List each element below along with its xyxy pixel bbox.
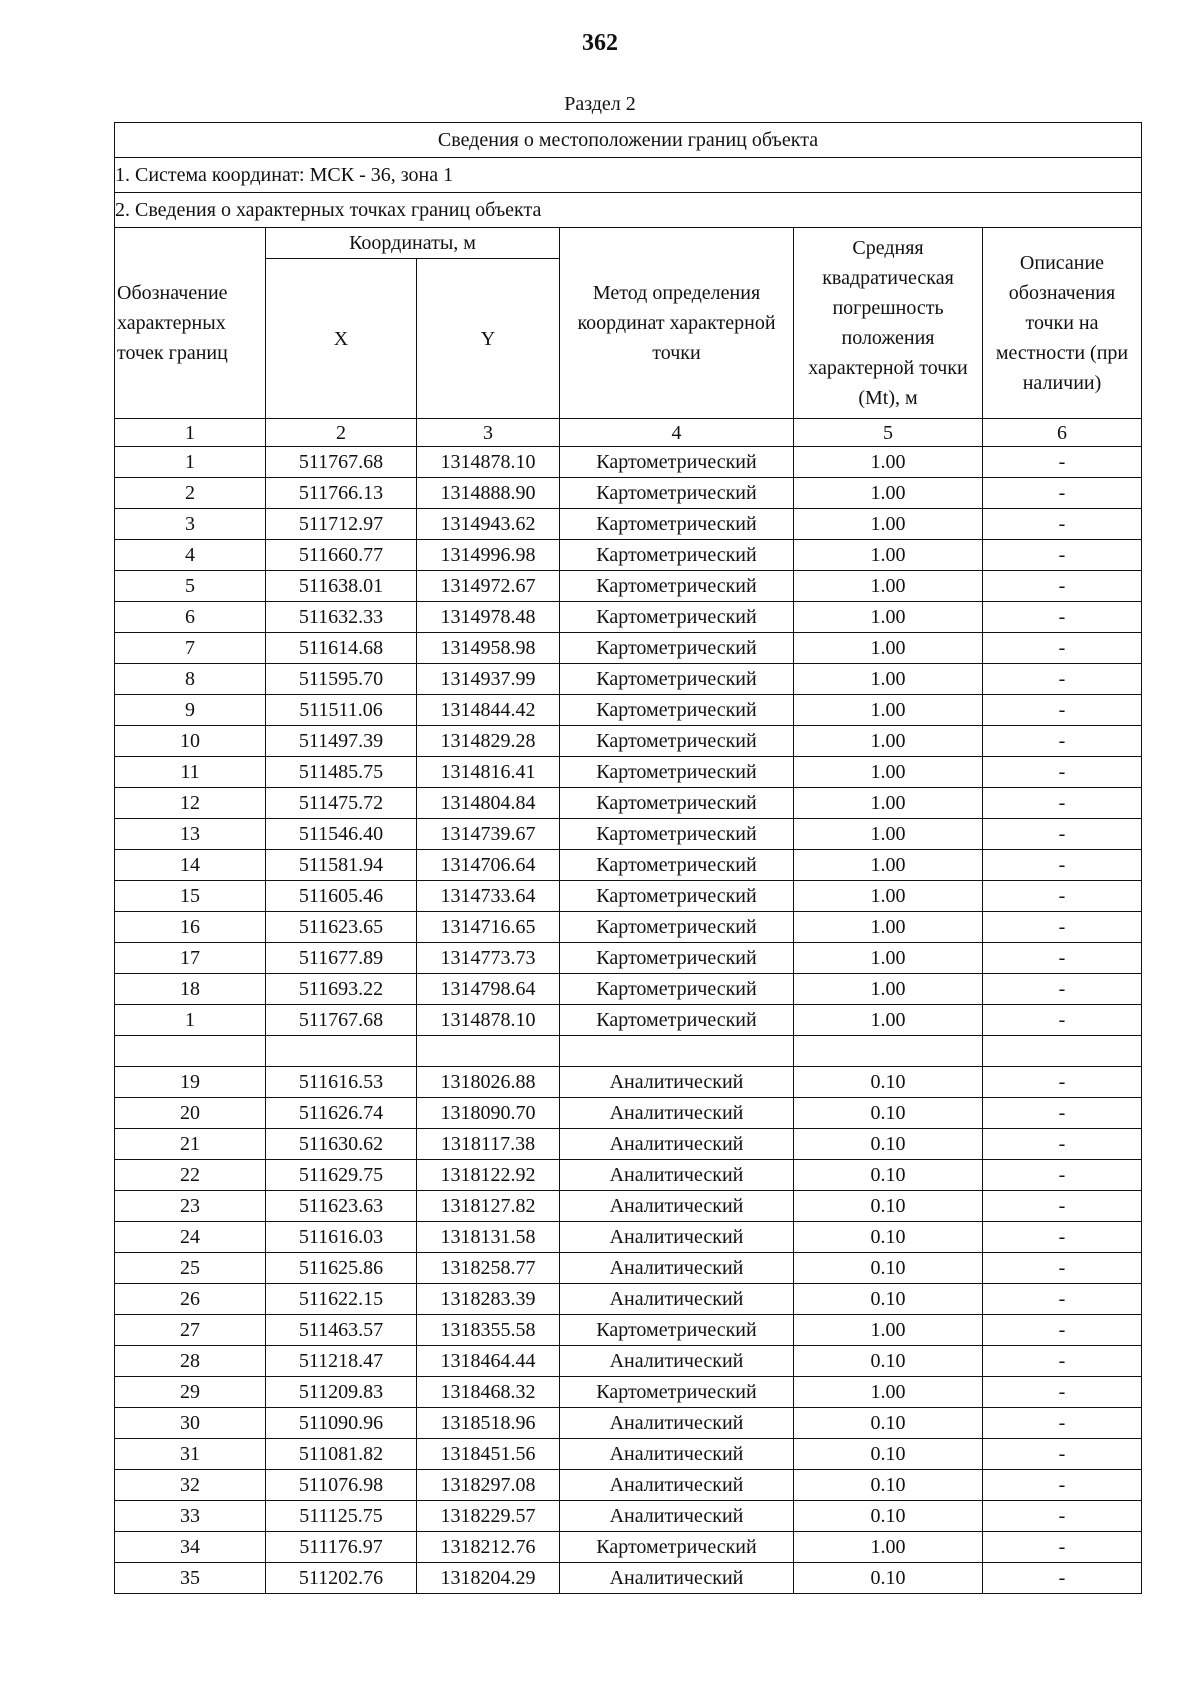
cell-error: 1.00 — [794, 757, 983, 788]
cell-description: - — [983, 1377, 1142, 1408]
cell-method: Картометрический — [560, 1532, 794, 1563]
cell-x: 511546.40 — [266, 819, 417, 850]
cell-error: 1.00 — [794, 695, 983, 726]
cell-x: 511081.82 — [266, 1439, 417, 1470]
cell-point: 7 — [115, 633, 266, 664]
cell-x: 511581.94 — [266, 850, 417, 881]
cell-error: 0.10 — [794, 1129, 983, 1160]
cell-description: - — [983, 540, 1142, 571]
table-row — [115, 1191, 1142, 1222]
column-number: 2 — [266, 419, 417, 447]
table-title-row — [115, 123, 1142, 158]
cell-method: Картометрический — [560, 912, 794, 943]
cell-error: 0.10 — [794, 1067, 983, 1098]
cell-description: - — [983, 1160, 1142, 1191]
column-number: 5 — [794, 419, 983, 447]
table-body — [115, 123, 1142, 1594]
cell-description: - — [983, 571, 1142, 602]
table-row — [115, 478, 1142, 509]
header-row-1 — [115, 228, 1142, 259]
table-row — [115, 571, 1142, 602]
cell-error: 0.10 — [794, 1563, 983, 1594]
header-point: Обозначение характерных точек границ — [115, 228, 266, 419]
cell-point: 22 — [115, 1160, 266, 1191]
cell-method: Картометрический — [560, 1315, 794, 1346]
cell-method: Картометрический — [560, 850, 794, 881]
cell-point: 23 — [115, 1191, 266, 1222]
cell-error: 1.00 — [794, 540, 983, 571]
cell-point: 25 — [115, 1253, 266, 1284]
cell-description: - — [983, 850, 1142, 881]
cell-description: - — [983, 912, 1142, 943]
cell-point: 1 — [115, 447, 266, 478]
cell-y: 1318283.39 — [417, 1284, 560, 1315]
column-number-row — [115, 419, 1142, 447]
cell-x: 511629.75 — [266, 1160, 417, 1191]
cell-x: 511090.96 — [266, 1408, 417, 1439]
coord-system-row — [115, 158, 1142, 193]
table-row — [115, 1408, 1142, 1439]
cell-method: Картометрический — [560, 571, 794, 602]
cell-point: 33 — [115, 1501, 266, 1532]
cell-method: Картометрический — [560, 757, 794, 788]
cell-point: 1 — [115, 1005, 266, 1036]
table-row — [115, 1377, 1142, 1408]
section-title: Раздел 2 — [564, 93, 636, 115]
column-number: 6 — [983, 419, 1142, 447]
header-y: Y — [417, 259, 560, 419]
cell-x: 511218.47 — [266, 1346, 417, 1377]
cell-y: 1314878.10 — [417, 447, 560, 478]
header-coords-group: Координаты, м — [266, 228, 560, 259]
cell-x: 511623.65 — [266, 912, 417, 943]
cell-point: 20 — [115, 1098, 266, 1129]
cell-method: Картометрический — [560, 447, 794, 478]
cell-error: 1.00 — [794, 850, 983, 881]
cell-method: Картометрический — [560, 819, 794, 850]
cell-x: 511463.57 — [266, 1315, 417, 1346]
cell-y: 1318204.29 — [417, 1563, 560, 1594]
cell-y: 1314878.10 — [417, 1005, 560, 1036]
cell-y: 1318468.32 — [417, 1377, 560, 1408]
cell-y: 1314937.99 — [417, 664, 560, 695]
cell-point: 19 — [115, 1067, 266, 1098]
cell-y: 1314816.41 — [417, 757, 560, 788]
table-row — [115, 1439, 1142, 1470]
cell-point: 17 — [115, 943, 266, 974]
cell-error: 0.10 — [794, 1253, 983, 1284]
empty-cell — [560, 1036, 794, 1067]
cell-error: 1.00 — [794, 1005, 983, 1036]
cell-x: 511497.39 — [266, 726, 417, 757]
cell-point: 13 — [115, 819, 266, 850]
column-number: 3 — [417, 419, 560, 447]
cell-error: 1.00 — [794, 1315, 983, 1346]
table-row — [115, 1346, 1142, 1377]
cell-point: 2 — [115, 478, 266, 509]
table-title: Сведения о местоположении границ объекта — [115, 123, 1142, 158]
empty-cell — [266, 1036, 417, 1067]
cell-y: 1318127.82 — [417, 1191, 560, 1222]
cell-y: 1318131.58 — [417, 1222, 560, 1253]
cell-method: Аналитический — [560, 1191, 794, 1222]
cell-point: 18 — [115, 974, 266, 1005]
table-row — [115, 1501, 1142, 1532]
cell-point: 4 — [115, 540, 266, 571]
table-row — [115, 664, 1142, 695]
cell-point: 30 — [115, 1408, 266, 1439]
column-number: 4 — [560, 419, 794, 447]
cell-error: 0.10 — [794, 1408, 983, 1439]
table-row — [115, 788, 1142, 819]
cell-method: Картометрический — [560, 478, 794, 509]
points-header: 2. Сведения о характерных точках границ объекта — [115, 193, 1142, 228]
cell-x: 511614.68 — [266, 633, 417, 664]
cell-error: 1.00 — [794, 788, 983, 819]
cell-y: 1314804.84 — [417, 788, 560, 819]
cell-point: 21 — [115, 1129, 266, 1160]
cell-description: - — [983, 1191, 1142, 1222]
cell-error: 0.10 — [794, 1470, 983, 1501]
cell-point: 35 — [115, 1563, 266, 1594]
cell-x: 511616.53 — [266, 1067, 417, 1098]
header-method: Метод определения координат характерной точки — [560, 228, 794, 419]
cell-description: - — [983, 1408, 1142, 1439]
cell-point: 6 — [115, 602, 266, 633]
table-row — [115, 602, 1142, 633]
cell-error: 1.00 — [794, 633, 983, 664]
table-row — [115, 757, 1142, 788]
empty-cell — [417, 1036, 560, 1067]
cell-error: 0.10 — [794, 1346, 983, 1377]
cell-description: - — [983, 1067, 1142, 1098]
cell-error: 1.00 — [794, 974, 983, 1005]
cell-x: 511605.46 — [266, 881, 417, 912]
cell-x: 511638.01 — [266, 571, 417, 602]
cell-method: Картометрический — [560, 664, 794, 695]
cell-description: - — [983, 757, 1142, 788]
cell-x: 511632.33 — [266, 602, 417, 633]
cell-description: - — [983, 602, 1142, 633]
cell-y: 1314706.64 — [417, 850, 560, 881]
cell-error: 1.00 — [794, 726, 983, 757]
table-row — [115, 540, 1142, 571]
cell-x: 511677.89 — [266, 943, 417, 974]
cell-description: - — [983, 695, 1142, 726]
cell-point: 14 — [115, 850, 266, 881]
boundary-points-table — [114, 122, 1142, 1594]
cell-y: 1314958.98 — [417, 633, 560, 664]
cell-description: - — [983, 633, 1142, 664]
cell-x: 511660.77 — [266, 540, 417, 571]
cell-method: Аналитический — [560, 1470, 794, 1501]
cell-x: 511076.98 — [266, 1470, 417, 1501]
table-row — [115, 633, 1142, 664]
cell-error: 0.10 — [794, 1222, 983, 1253]
cell-y: 1318026.88 — [417, 1067, 560, 1098]
cell-point: 9 — [115, 695, 266, 726]
cell-description: - — [983, 1253, 1142, 1284]
header-error: Средняя квадратическая погрешность положения характерной точки (Mt), м — [794, 228, 983, 419]
cell-x: 511176.97 — [266, 1532, 417, 1563]
table-row — [115, 1470, 1142, 1501]
cell-error: 1.00 — [794, 478, 983, 509]
cell-description: - — [983, 664, 1142, 695]
cell-y: 1314888.90 — [417, 478, 560, 509]
cell-description: - — [983, 819, 1142, 850]
cell-y: 1314733.64 — [417, 881, 560, 912]
cell-description: - — [983, 1501, 1142, 1532]
cell-y: 1314739.67 — [417, 819, 560, 850]
cell-method: Картометрический — [560, 695, 794, 726]
table-row — [115, 1532, 1142, 1563]
cell-point: 29 — [115, 1377, 266, 1408]
cell-point: 10 — [115, 726, 266, 757]
table-row — [115, 726, 1142, 757]
cell-y: 1314972.67 — [417, 571, 560, 602]
cell-y: 1314844.42 — [417, 695, 560, 726]
cell-description: - — [983, 1315, 1142, 1346]
cell-description: - — [983, 943, 1142, 974]
table-row — [115, 912, 1142, 943]
cell-point: 16 — [115, 912, 266, 943]
cell-method: Аналитический — [560, 1284, 794, 1315]
cell-method: Аналитический — [560, 1563, 794, 1594]
cell-y: 1318464.44 — [417, 1346, 560, 1377]
cell-x: 511475.72 — [266, 788, 417, 819]
cell-description: - — [983, 1470, 1142, 1501]
cell-method: Картометрический — [560, 726, 794, 757]
cell-x: 511625.86 — [266, 1253, 417, 1284]
table-row — [115, 819, 1142, 850]
cell-y: 1318122.92 — [417, 1160, 560, 1191]
cell-x: 511626.74 — [266, 1098, 417, 1129]
cell-method: Аналитический — [560, 1222, 794, 1253]
cell-method: Аналитический — [560, 1501, 794, 1532]
points-header-row — [115, 193, 1142, 228]
cell-y: 1318212.76 — [417, 1532, 560, 1563]
cell-method: Картометрический — [560, 1005, 794, 1036]
cell-x: 511209.83 — [266, 1377, 417, 1408]
cell-method: Картометрический — [560, 509, 794, 540]
cell-error: 1.00 — [794, 912, 983, 943]
cell-point: 34 — [115, 1532, 266, 1563]
table-row — [115, 1222, 1142, 1253]
header-x: X — [266, 259, 417, 419]
table-row — [115, 943, 1142, 974]
cell-y: 1318297.08 — [417, 1470, 560, 1501]
page-number: 362 — [582, 30, 618, 56]
cell-description: - — [983, 1222, 1142, 1253]
cell-error: 1.00 — [794, 664, 983, 695]
cell-error: 1.00 — [794, 881, 983, 912]
cell-point: 32 — [115, 1470, 266, 1501]
cell-x: 511125.75 — [266, 1501, 417, 1532]
cell-y: 1314996.98 — [417, 540, 560, 571]
table-row — [115, 1563, 1142, 1594]
cell-point: 26 — [115, 1284, 266, 1315]
cell-point: 3 — [115, 509, 266, 540]
cell-point: 11 — [115, 757, 266, 788]
table-row — [115, 1160, 1142, 1191]
cell-error: 1.00 — [794, 1377, 983, 1408]
table-row — [115, 1253, 1142, 1284]
cell-point: 31 — [115, 1439, 266, 1470]
cell-method: Картометрический — [560, 633, 794, 664]
table-row — [115, 881, 1142, 912]
cell-description: - — [983, 447, 1142, 478]
cell-method: Картометрический — [560, 788, 794, 819]
cell-error: 0.10 — [794, 1284, 983, 1315]
cell-method: Аналитический — [560, 1408, 794, 1439]
table-row — [115, 695, 1142, 726]
cell-point: 15 — [115, 881, 266, 912]
cell-error: 0.10 — [794, 1160, 983, 1191]
table-row — [115, 1129, 1142, 1160]
cell-x: 511623.63 — [266, 1191, 417, 1222]
cell-error: 1.00 — [794, 1532, 983, 1563]
cell-y: 1318229.57 — [417, 1501, 560, 1532]
cell-error: 1.00 — [794, 447, 983, 478]
cell-error: 1.00 — [794, 602, 983, 633]
cell-method: Аналитический — [560, 1439, 794, 1470]
cell-method: Аналитический — [560, 1098, 794, 1129]
cell-y: 1318090.70 — [417, 1098, 560, 1129]
cell-x: 511622.15 — [266, 1284, 417, 1315]
cell-x: 511693.22 — [266, 974, 417, 1005]
cell-x: 511767.68 — [266, 447, 417, 478]
table-row — [115, 974, 1142, 1005]
cell-point: 27 — [115, 1315, 266, 1346]
cell-error: 1.00 — [794, 943, 983, 974]
cell-method: Аналитический — [560, 1067, 794, 1098]
table-row — [115, 1315, 1142, 1346]
cell-description: - — [983, 974, 1142, 1005]
cell-description: - — [983, 1098, 1142, 1129]
cell-x: 511616.03 — [266, 1222, 417, 1253]
cell-y: 1318518.96 — [417, 1408, 560, 1439]
cell-point: 24 — [115, 1222, 266, 1253]
cell-x: 511712.97 — [266, 509, 417, 540]
cell-method: Аналитический — [560, 1160, 794, 1191]
cell-method: Аналитический — [560, 1346, 794, 1377]
cell-y: 1314978.48 — [417, 602, 560, 633]
cell-description: - — [983, 1005, 1142, 1036]
cell-description: - — [983, 726, 1142, 757]
cell-error: 1.00 — [794, 571, 983, 602]
cell-error: 0.10 — [794, 1098, 983, 1129]
column-number: 1 — [115, 419, 266, 447]
cell-description: - — [983, 1284, 1142, 1315]
coord-system: 1. Система координат: МСК - 36, зона 1 — [115, 158, 1142, 193]
cell-method: Картометрический — [560, 943, 794, 974]
cell-method: Картометрический — [560, 974, 794, 1005]
cell-y: 1318355.58 — [417, 1315, 560, 1346]
cell-error: 0.10 — [794, 1501, 983, 1532]
table-row — [115, 1284, 1142, 1315]
cell-description: - — [983, 1532, 1142, 1563]
cell-point: 8 — [115, 664, 266, 695]
cell-y: 1314943.62 — [417, 509, 560, 540]
cell-y: 1318117.38 — [417, 1129, 560, 1160]
cell-method: Картометрический — [560, 602, 794, 633]
cell-description: - — [983, 1563, 1142, 1594]
cell-description: - — [983, 478, 1142, 509]
cell-error: 0.10 — [794, 1191, 983, 1222]
cell-description: - — [983, 1346, 1142, 1377]
cell-method: Картометрический — [560, 881, 794, 912]
cell-method: Аналитический — [560, 1253, 794, 1284]
cell-y: 1314716.65 — [417, 912, 560, 943]
cell-description: - — [983, 788, 1142, 819]
cell-description: - — [983, 881, 1142, 912]
cell-x: 511202.76 — [266, 1563, 417, 1594]
table-row — [115, 1098, 1142, 1129]
cell-error: 0.10 — [794, 1439, 983, 1470]
cell-y: 1314798.64 — [417, 974, 560, 1005]
header-description: Описание обозначения точки на местности (при наличии) — [983, 228, 1142, 419]
table-row — [115, 447, 1142, 478]
cell-x: 511630.62 — [266, 1129, 417, 1160]
cell-description: - — [983, 1439, 1142, 1470]
cell-error: 1.00 — [794, 819, 983, 850]
cell-point: 28 — [115, 1346, 266, 1377]
cell-y: 1314829.28 — [417, 726, 560, 757]
cell-method: Картометрический — [560, 1377, 794, 1408]
empty-cell — [115, 1036, 266, 1067]
cell-x: 511511.06 — [266, 695, 417, 726]
cell-point: 12 — [115, 788, 266, 819]
table-row — [115, 509, 1142, 540]
cell-x: 511766.13 — [266, 478, 417, 509]
cell-point: 5 — [115, 571, 266, 602]
cell-x: 511485.75 — [266, 757, 417, 788]
cell-x: 511767.68 — [266, 1005, 417, 1036]
separator-row — [115, 1036, 1142, 1067]
table-row — [115, 850, 1142, 881]
cell-method: Аналитический — [560, 1129, 794, 1160]
cell-y: 1318258.77 — [417, 1253, 560, 1284]
cell-x: 511595.70 — [266, 664, 417, 695]
empty-cell — [983, 1036, 1142, 1067]
cell-y: 1318451.56 — [417, 1439, 560, 1470]
table-row — [115, 1067, 1142, 1098]
cell-y: 1314773.73 — [417, 943, 560, 974]
table-row — [115, 1005, 1142, 1036]
cell-error: 1.00 — [794, 509, 983, 540]
empty-cell — [794, 1036, 983, 1067]
cell-description: - — [983, 1129, 1142, 1160]
cell-method: Картометрический — [560, 540, 794, 571]
cell-description: - — [983, 509, 1142, 540]
